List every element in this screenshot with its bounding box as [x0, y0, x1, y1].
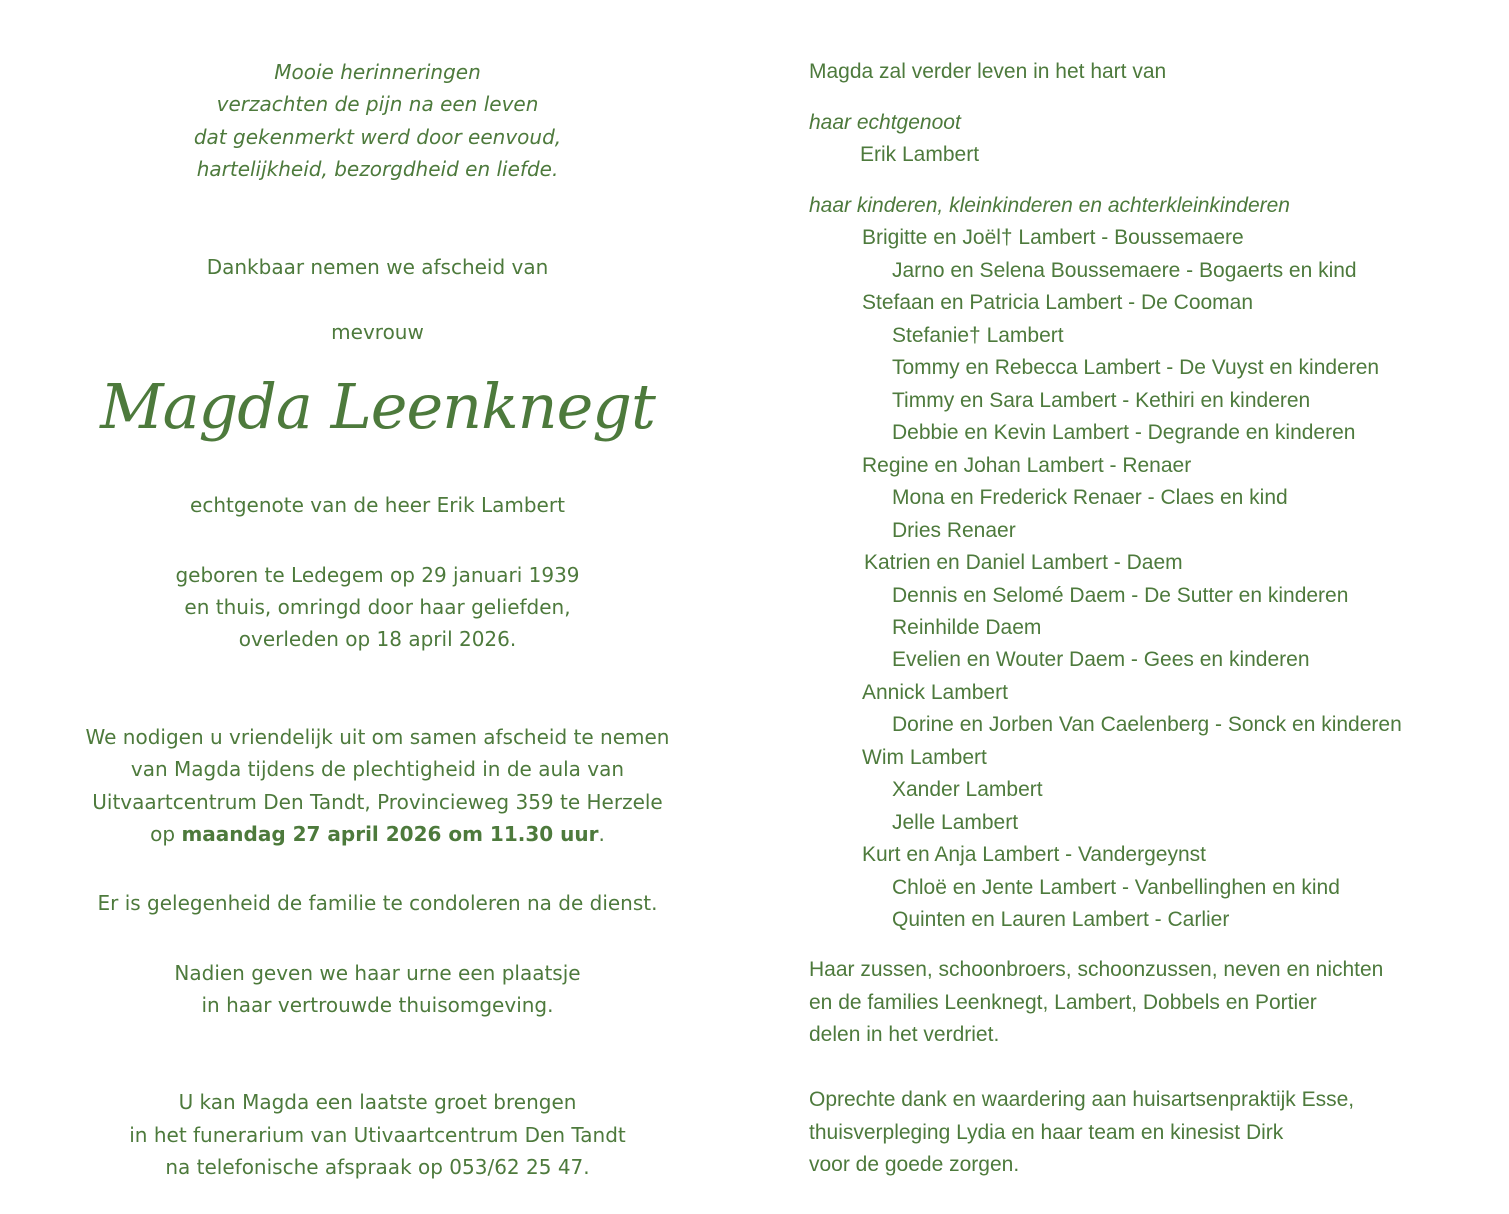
mourning-heading: Magda zal verder leven in het hart van: [809, 60, 1167, 83]
family-member: Annick Lambert: [862, 681, 1008, 704]
poem-line: dat gekenmerkt werd door eenvoud,: [193, 125, 562, 149]
visit-line: in het funerarium van Utivaartcentrum Den Tandt: [129, 1123, 626, 1147]
family-member: Dorine en Jorben Van Caelenberg - Sonck en kinderen: [892, 713, 1402, 736]
family-member: Wim Lambert: [862, 746, 987, 769]
family-member: Dries Renaer: [892, 519, 1016, 542]
family-member: Jelle Lambert: [892, 811, 1019, 834]
siblings-line: en de families Leenknegt, Lambert, Dobbels en Portier: [809, 991, 1317, 1014]
poem-line: hartelijkheid, bezorgdheid en liefde.: [196, 157, 559, 181]
family-member: Quinten en Lauren Lambert - Carlier: [892, 908, 1230, 931]
poem-line: Mooie herinneringen: [274, 60, 481, 84]
birth-line: en thuis, omringd door haar geliefden,: [184, 595, 571, 619]
spouse-line: echtgenote van de heer Erik Lambert: [190, 493, 565, 517]
salutation: mevrouw: [331, 320, 424, 344]
deceased-name: Magda Leenknegt: [100, 370, 655, 443]
family-member: Katrien en Daniel Lambert - Daem: [864, 551, 1183, 574]
poem-line: verzachten de pijn na een leven: [216, 92, 539, 116]
intro-text: Dankbaar nemen we afscheid van: [206, 255, 549, 279]
family-member: Jarno en Selena Boussemaere - Bogaerts en kind: [892, 259, 1357, 282]
visit-line: na telefonische afspraak op 053/62 25 47.: [165, 1155, 590, 1179]
family-member: Debbie en Kevin Lambert - Degrande en kinderen: [892, 421, 1356, 444]
family-member: Timmy en Sara Lambert - Kethiri en kinderen: [892, 389, 1311, 412]
children-label: haar kinderen, kleinkinderen en achterkleinkinderen: [809, 194, 1290, 217]
visit-line: U kan Magda een laatste groet brengen: [178, 1090, 577, 1114]
family-member: Dennis en Selomé Daem - De Sutter en kinderen: [892, 584, 1349, 607]
invitation-line: van Magda tijdens de plechtigheid in de aula van: [130, 757, 625, 781]
spouse-label: haar echtgenoot: [809, 111, 961, 134]
invitation-date-prefix: op: [150, 822, 182, 846]
urn-line: in haar vertrouwde thuisomgeving.: [201, 993, 554, 1017]
spouse-name: Erik Lambert: [860, 143, 980, 166]
birth-line: overleden op 18 april 2026.: [238, 627, 517, 651]
urn-line: Nadien geven we haar urne een plaatsje: [174, 961, 581, 985]
thanks-line: voor de goede zorgen.: [809, 1153, 1020, 1176]
family-member: Chloë en Jente Lambert - Vanbellinghen en kind: [892, 876, 1340, 899]
birth-line: geboren te Ledegem op 29 januari 1939: [175, 563, 580, 587]
family-member: Regine en Johan Lambert - Renaer: [862, 454, 1192, 477]
invitation-line: We nodigen u vriendelijk uit om samen afscheid te nemen: [85, 725, 670, 749]
invitation-date: maandag 27 april 2026 om 11.30 uur: [181, 822, 599, 846]
siblings-line: Haar zussen, schoonbroers, schoonzussen, neven en nichten: [809, 958, 1384, 981]
thanks-line: thuisverpleging Lydia en haar team en kinesist Dirk: [809, 1121, 1284, 1144]
siblings-line: delen in het verdriet.: [809, 1023, 1000, 1046]
family-member: Evelien en Wouter Daem - Gees en kinderen: [892, 648, 1310, 671]
invitation-date-suffix: .: [598, 822, 605, 846]
family-member: Brigitte en Joël† Lambert - Boussemaere: [862, 226, 1244, 249]
family-member: Xander Lambert: [892, 778, 1043, 801]
family-member: Mona en Frederick Renaer - Claes en kind: [892, 486, 1288, 509]
family-member: Stefaan en Patricia Lambert - De Cooman: [862, 291, 1254, 314]
family-member: Tommy en Rebecca Lambert - De Vuyst en kinderen: [892, 356, 1380, 379]
family-member: Stefanie† Lambert: [892, 324, 1064, 347]
family-member: Reinhilde Daem: [892, 616, 1042, 639]
invitation-line: Uitvaartcentrum Den Tandt, Provincieweg 359 te Herzele: [92, 790, 663, 814]
condolence-text: Er is gelegenheid de familie te condoleren na de dienst.: [97, 891, 658, 915]
thanks-line: Oprechte dank en waardering aan huisartsenpraktijk Esse,: [809, 1088, 1355, 1111]
family-member: Kurt en Anja Lambert - Vandergeynst: [862, 843, 1206, 866]
